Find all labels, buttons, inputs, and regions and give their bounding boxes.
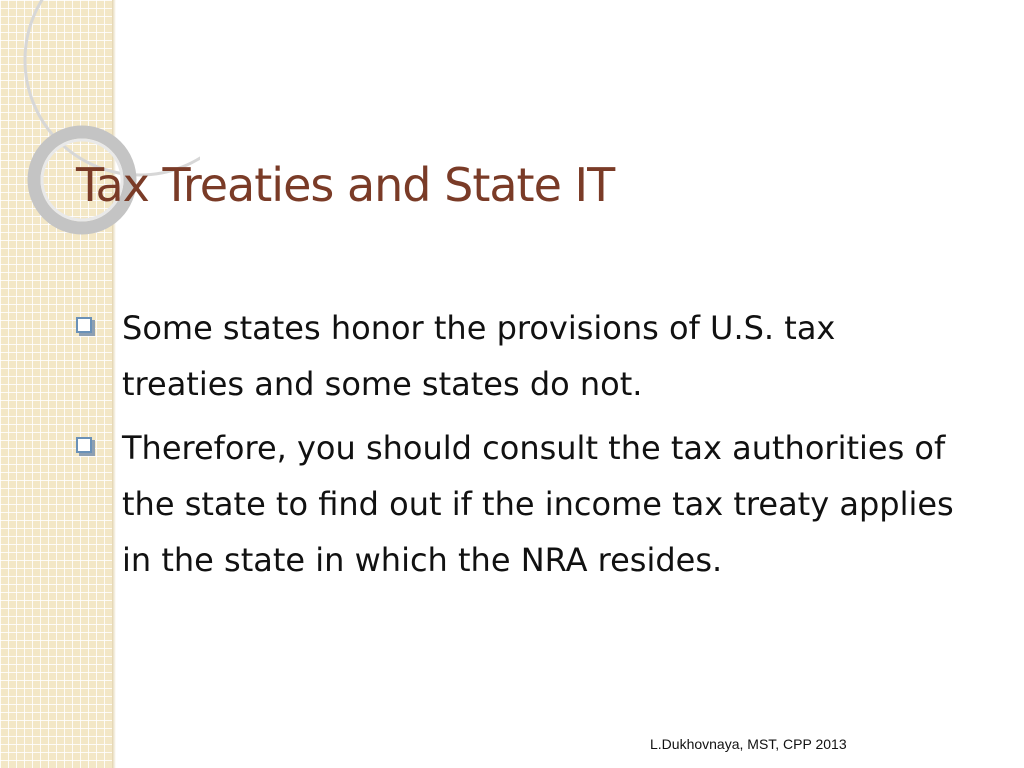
hollow-square-bullet-icon xyxy=(76,317,92,333)
bullet-item xyxy=(76,300,956,412)
slide-title: Tax Treaties and State IT xyxy=(76,158,615,212)
slide-footer: L.Dukhovnaya, MST, CPP 2013 xyxy=(650,736,847,752)
bullet-text: Some states honor the provisions of U.S. tax treaties and some states do not. xyxy=(122,309,836,403)
bullet-list xyxy=(76,300,956,596)
bullet-text: Therefore, you should consult the tax authorities of the state to find out if the income tax treaty applies in the state in which the NRA resides. xyxy=(122,429,954,579)
hollow-square-bullet-icon xyxy=(76,437,92,453)
bullet-item xyxy=(76,420,956,588)
